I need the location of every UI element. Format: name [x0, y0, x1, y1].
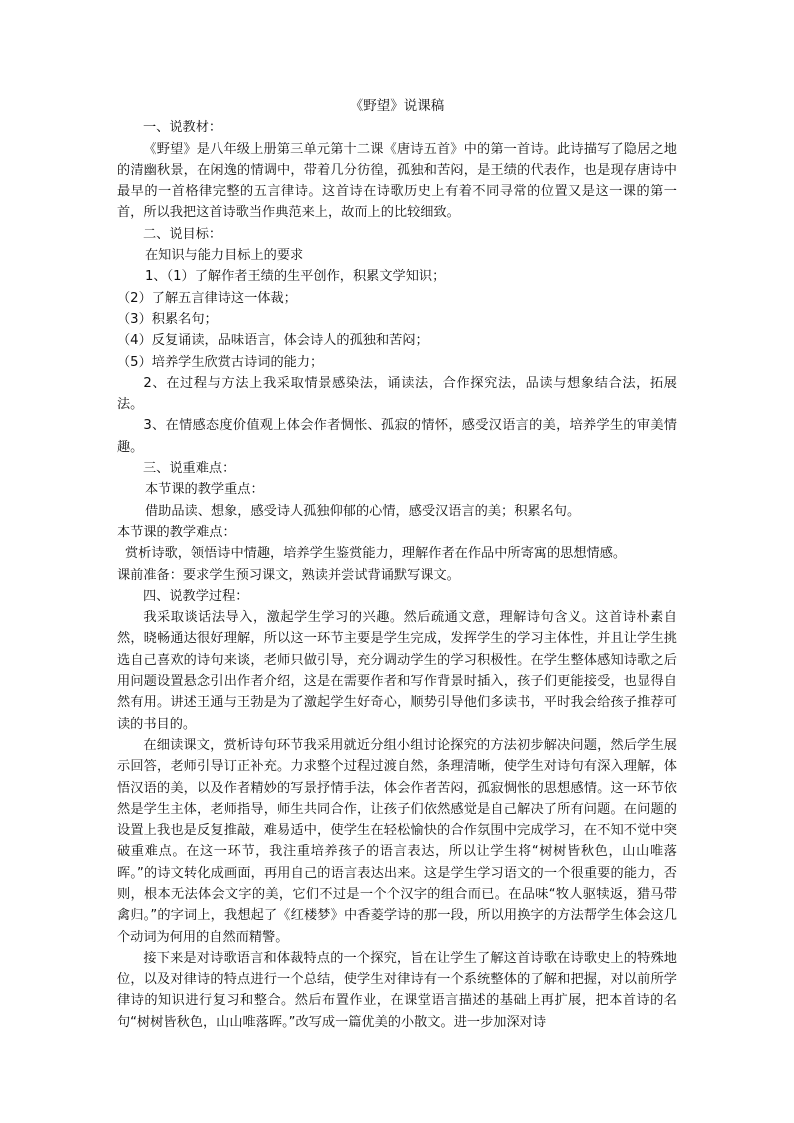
key-points-line: 借助品读、想象，感受诗人孤独仰郁的心情，感受汉语言的美；积累名句。	[145, 503, 581, 519]
section-heading-key-points: 三、说重难点：	[143, 461, 236, 477]
section-heading-goals: 二、说目标：	[143, 226, 223, 242]
goals-line: （5）培养学生欣赏古诗词的能力；	[117, 354, 324, 370]
process-paragraph: 我采取谈话法导入，激起学生学习的兴趣。然后疏通文意，理解诗句含义。这首诗朴素自然，晓畅通达很好理解，所以这一环节主要是学生完成，发挥学生的学习主体性，并且让学生挑选自己喜欢的诗句来谈，老师只做引导，充分调动学生的学习积极性。在学生整体感知诗歌之后用问题设置悬念引出作者介绍，这是在需要作者和写作背景时插入，孩子们更能接受，也显得自然有用。讲述王通与王勃是为了激起学生好奇心，顺势引导他们多读书，平时我会给孩子推荐可读的书目的。	[117, 610, 677, 732]
process-paragraph: 接下来是对诗歌语言和体裁特点的一个探究，旨在让学生了解这首诗歌在诗歌史上的特殊地位，以及对律诗的特点进行一个总结，使学生对律诗有一个系统整体的了解和把握，对以前所学律诗的知识进行复习和整合。然后布置作业，在课堂语言描述的基础上再扩展，把本首诗的名句“树树皆秋色，山山唯落晖。”改写成一篇优美的小散文。进一步加深对诗	[117, 950, 677, 1030]
goals-paragraph: 2、在过程与方法上我采取情景感染法，诵读法，合作探究法，品读与想象结合法，拓展法。	[117, 375, 677, 413]
process-paragraph: 在细读课文，赏析诗句环节我采用就近分组小组讨论探究的方法初步解决问题，然后学生展示回答，老师引导订正补充。力求整个过程过渡自然，条理清晰，使学生对诗句有深入理解，体悟汉语的美，以及作者精妙的写景抒情手法，体会作者苦闷，孤寂惆怅的思想感情。这一环节依然是学生主体，老师指导，师生共同合作，让孩子们依然感觉是自己解决了所有问题。在问题的设置上我也是反复推敲，难易适中，使学生在轻松愉快的合作氛围中完成学习，在不知不觉中突破重难点。在这一环节，我注重培养孩子的语言表达，所以让学生将“树树皆秋色，山山唯落晖。”的诗文转化成画面，再用自己的语言表达出来。这是学生学习语文的一个很重要的能力，否则，根本无法体会文字的美，它们不过是一个个汉字的组合而已。在品味“牧人驱犊返，猎马带禽归。”的字词上，我想起了《红楼梦》中香菱学诗的那一段，所以用换字的方法帮学生体会这几个动词为何用的自然而精警。	[117, 737, 677, 945]
key-points-line: 赏析诗歌，领悟诗中情趣，培养学生鉴赏能力，理解作者在作品中所寄寓的思想情感。	[125, 546, 627, 562]
document-title: 《野望》说课稿	[349, 98, 445, 114]
goals-line: （3）积累名句；	[117, 311, 218, 327]
document-page	[117, 96, 677, 1033]
goals-line: 在知识与能力目标上的要求	[145, 248, 304, 264]
key-points-line: 本节课的教学重点：	[145, 482, 264, 498]
goals-line: 1、（1）了解作者王绩的生平创作，积累文学知识；	[145, 269, 446, 285]
section-heading-process: 四、说教学过程：	[143, 588, 249, 604]
key-points-line: 本节课的教学难点：	[117, 524, 236, 540]
goals-line: （2）了解五言律诗这一体裁；	[117, 290, 297, 306]
key-points-line: 课前准备：要求学生预习课文，熟读并尝试背诵默写课文。	[117, 567, 460, 583]
goals-line: （4）反复诵读，品味语言，体会诗人的孤独和苦闷；	[117, 333, 429, 349]
paragraph-textbook: 《野望》是八年级上册第三单元第十二课《唐诗五首》中的第一首诗。此诗描写了隐居之地的清幽秋景，在闲逸的情调中，带着几分彷徨，孤独和苦闷，是王绩的代表作，也是现存唐诗中最早的一首格律完整的五言律诗。这首诗在诗歌历史上有着不同寻常的位置又是这一课的第一首，所以我把这首诗歌当作典范来上，故而上的比较细致。	[117, 141, 677, 221]
section-heading-textbook: 一、说教材：	[143, 120, 223, 136]
goals-paragraph: 3、在情感态度价值观上体会作者惆怅、孤寂的情怀，感受汉语言的美，培养学生的审美情趣。	[117, 418, 677, 455]
